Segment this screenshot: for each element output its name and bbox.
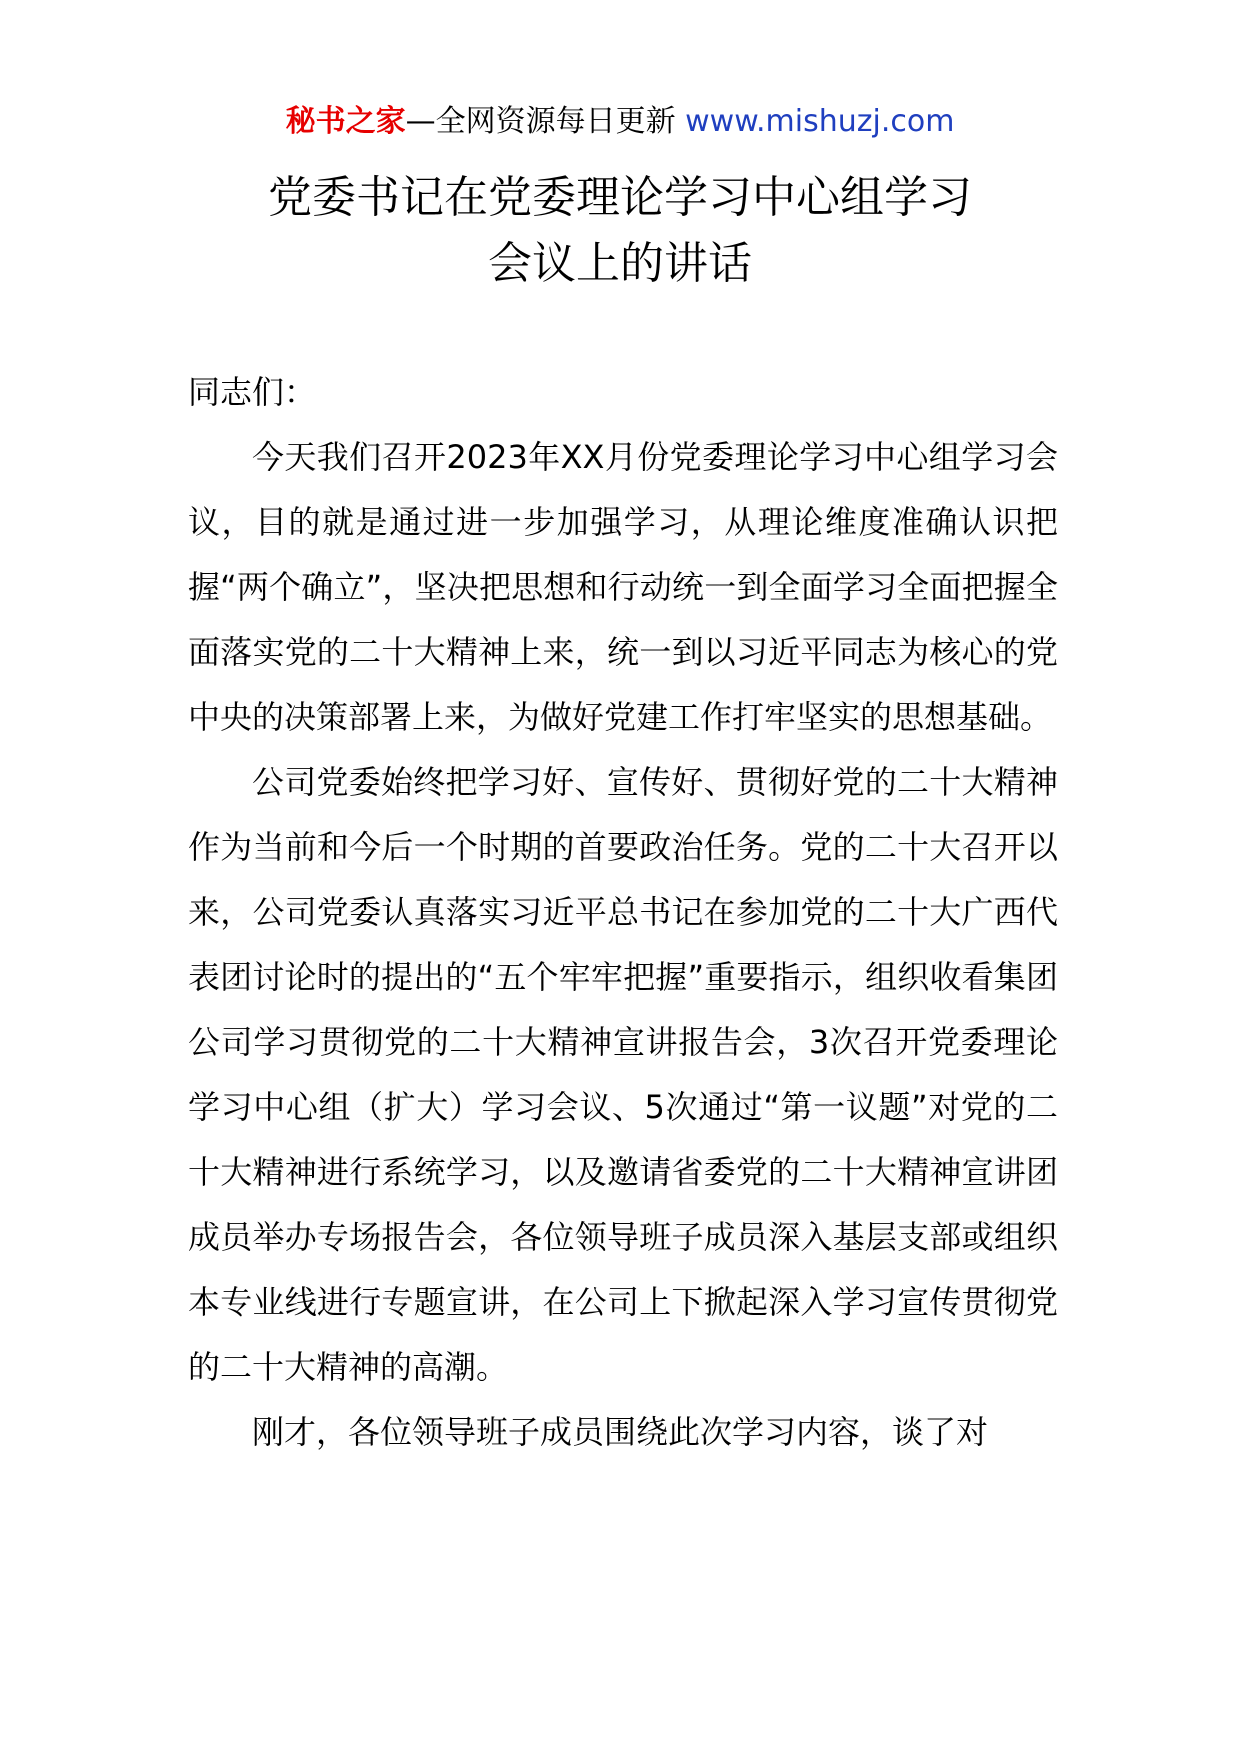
salutation: 同志们： <box>188 373 317 411</box>
document-body <box>188 360 1058 1465</box>
title-line-1: 党委书记在党委理论学习中心组学习 <box>268 172 972 223</box>
paragraph-3: 刚才，各位领导班子成员围绕此次学习内容，谈了对 <box>252 1413 989 1451</box>
site-url[interactable]: www.mishuzj.com <box>685 104 955 139</box>
paragraph-2: 公司党委始终把学习好、宣传好、贯彻好党的二十大精神作为当前和今后一个时期的首要政治任务。党的二十大召开以来，公司党委认真落实习近平总书记在参加党的二十大广西代表团讨论时的提出的“五个牢牢把握”重要指示，组织收看集团公司学习贯彻党的二十大精神宣讲报告会，3次召开党委理论学习中心组（扩大）学习会议、5次通过“第一议题”对党的二十大精神进行系统学习，以及邀请省委党的二十大精神宣讲团成员举办专场报告会，各位领导班子成员深入基层支部或组织本专业线进行专题宣讲，在公司上下掀起深入学习宣传贯彻党的二十大精神的高潮。 <box>188 763 1058 1386</box>
document-title <box>0 165 1240 297</box>
site-brand: 秘书之家 <box>285 104 406 139</box>
paragraph-1: 今天我们召开2023年XX月份党委理论学习中心组学习会议，目的就是通过进一步加强学习，从理论维度准确认识把握“两个确立”，坚决把思想和行动统一到全面学习全面把握全面落实党的二十大精神上来，统一到以习近平同志为核心的党中央的决策部署上来，为做好党建工作打牢坚实的思想基础。 <box>188 438 1058 736</box>
site-slogan: —全网资源每日更新 <box>405 104 686 139</box>
title-line-2: 会议上的讲话 <box>488 238 752 289</box>
site-header <box>0 100 1240 144</box>
